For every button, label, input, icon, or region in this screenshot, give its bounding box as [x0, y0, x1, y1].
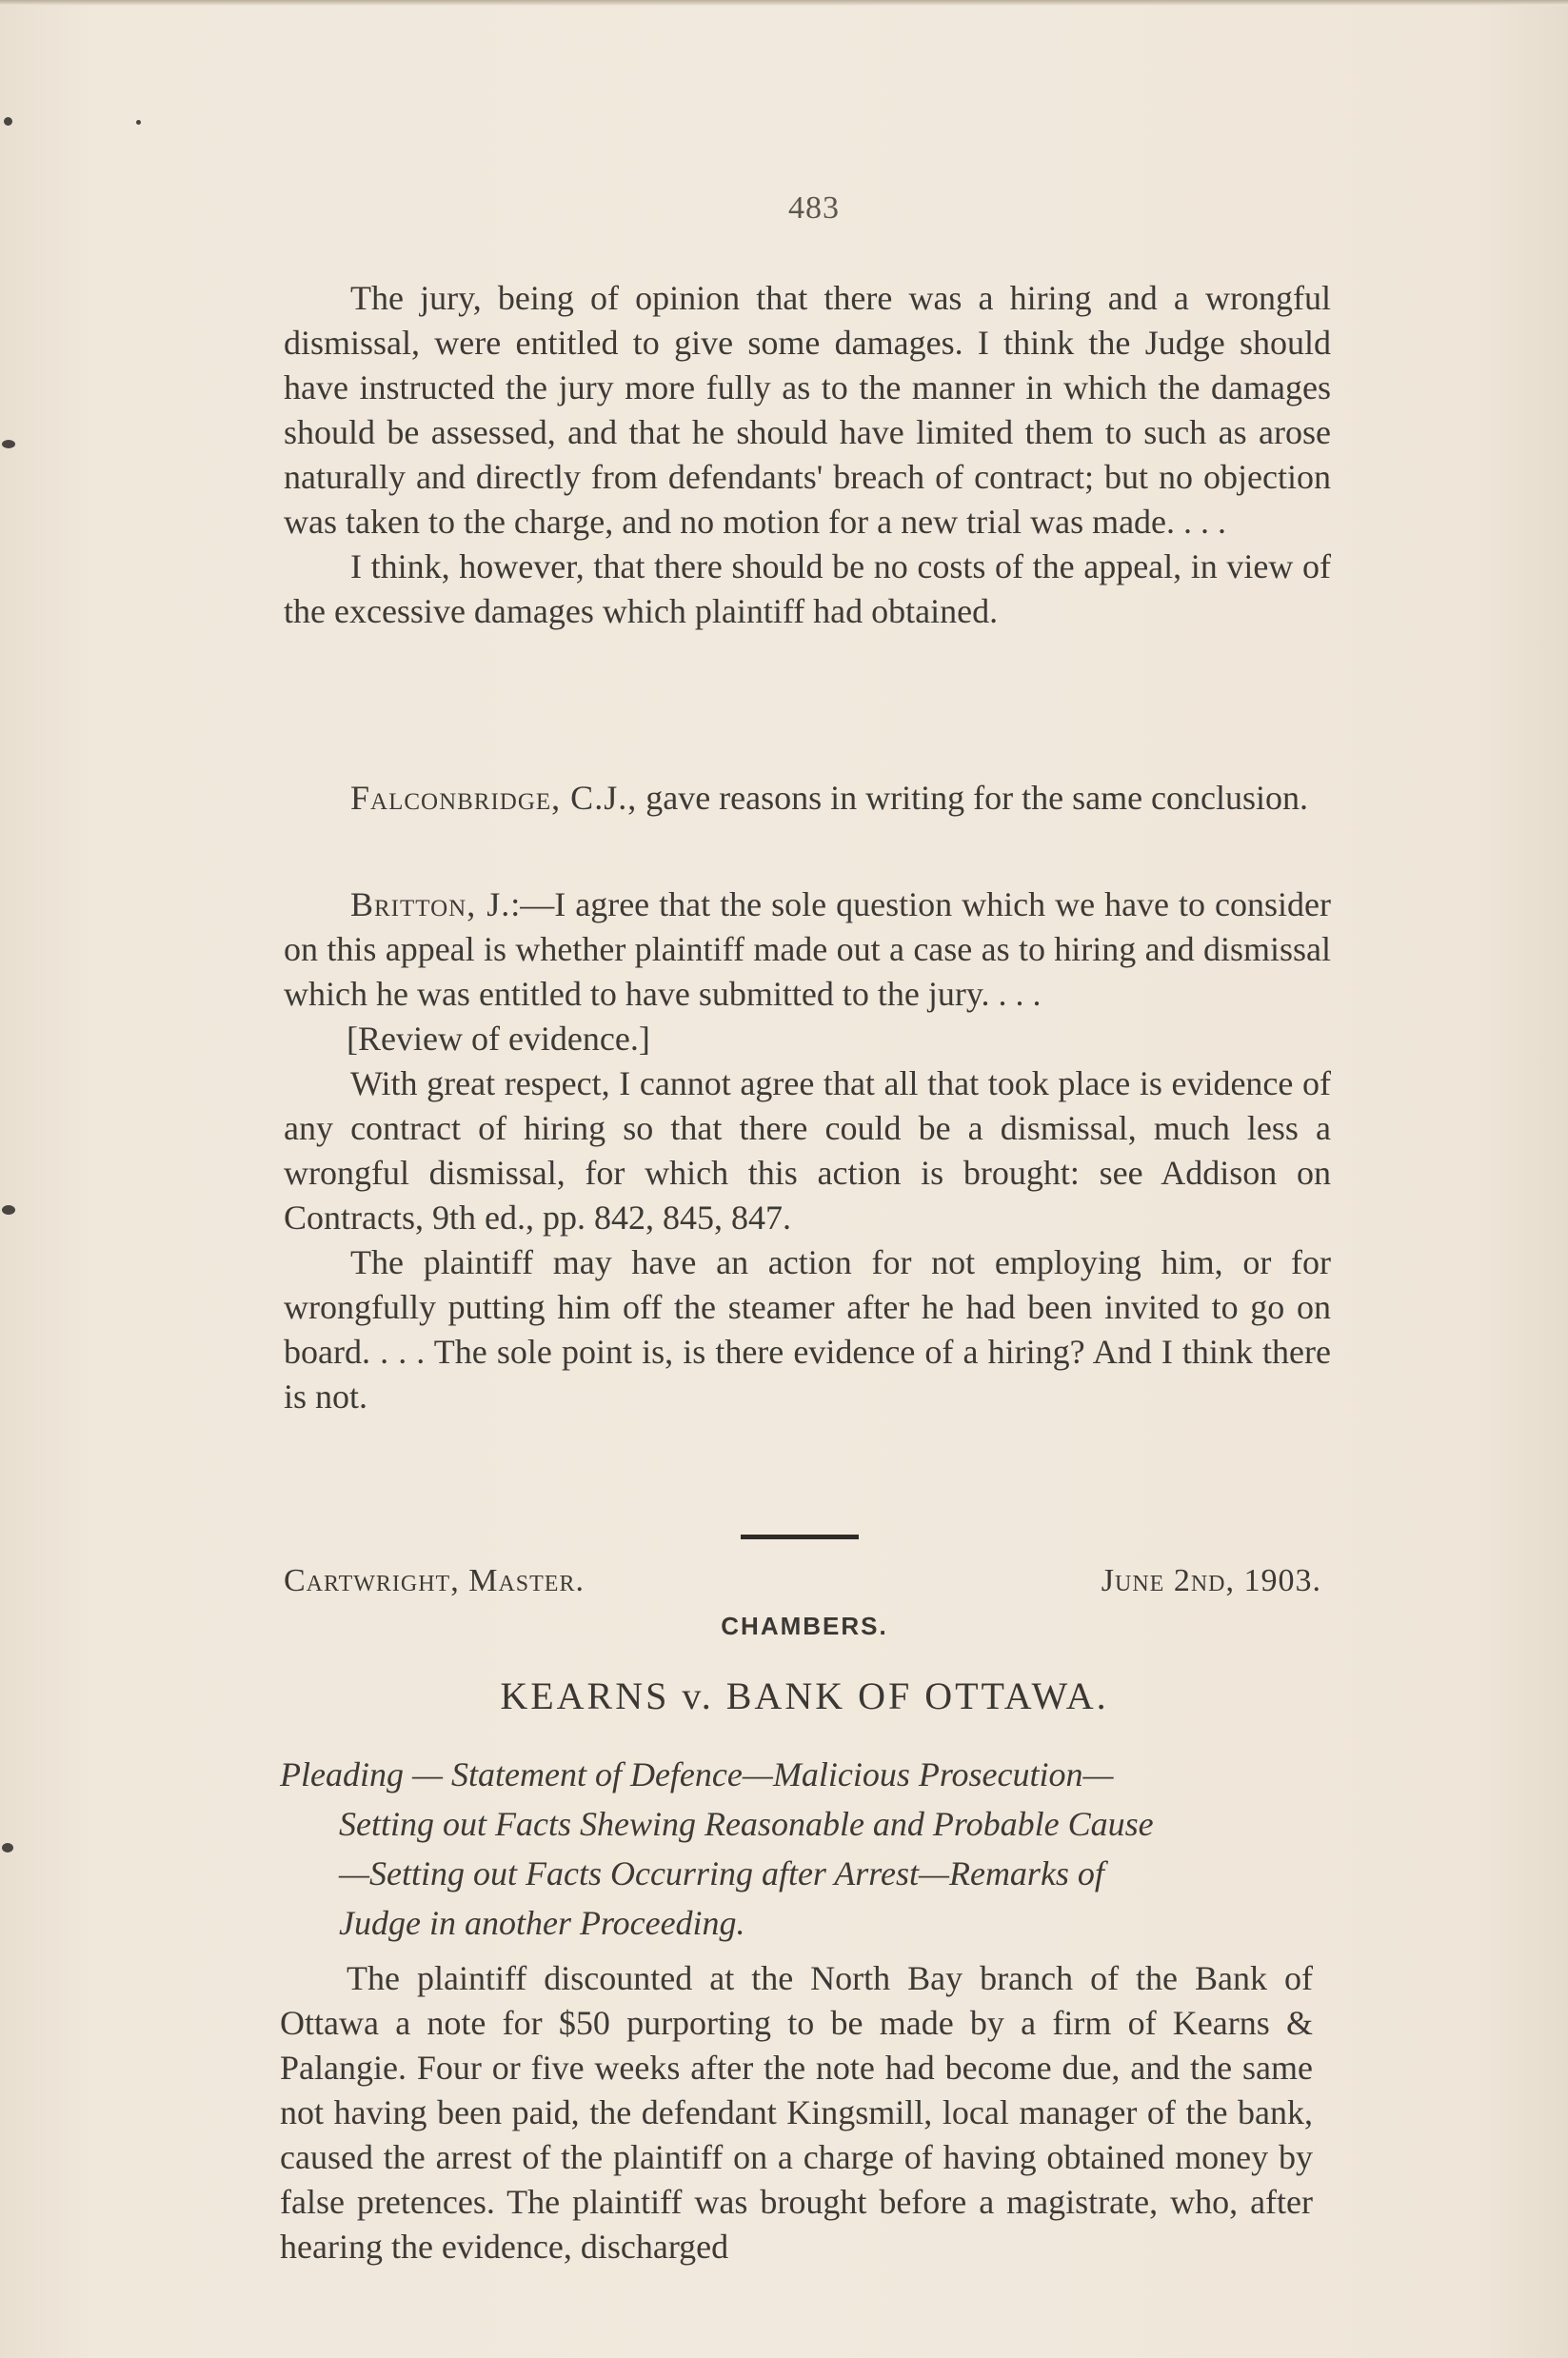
headnote-line: Judge in another Proceeding. [339, 1904, 745, 1942]
paragraph-falconbridge [284, 776, 1331, 821]
court-name: CHAMBERS. [721, 1612, 888, 1640]
headnote [280, 1750, 1318, 1948]
review-note: [Review of evidence.] [347, 1020, 650, 1058]
paragraph-facts: The plaintiff discounted at the North Bay branch of the Bank of Ottawa a note for $50 purporting to be made by a firm of Kearns & Palangie. Four or five weeks after the note had become due, and the same not having been paid, the defendant Kingsmill, local manager of the bank, caused the arrest of the plaintiff on a charge of having obtained money by false pretences. The plaintiff was brought before a magistrate, who, after hearing the evidence, discharged [280, 1959, 1313, 2266]
headnote-line: —Setting out Facts Occurring after Arrest—Remarks of [339, 1854, 1104, 1892]
judge-name-falconbridge: Falconbridge, C.J., [350, 779, 638, 817]
britton-text: :—I agree that the sole question which we have to consider on this appeal is whether plaintiff made out a case as to hiring and dismissal which he was entitled to have submitted to the jury. . . . [284, 885, 1331, 1013]
margin-mark [2, 1205, 15, 1215]
headnote-line: Setting out Facts Shewing Reasonable and Probable Cause [339, 1805, 1154, 1843]
falconbridge-opinion [284, 776, 1331, 821]
margin-mark [136, 120, 141, 125]
judge-name-britton: Britton, J. [350, 885, 511, 923]
opinion-text-top [284, 276, 1331, 634]
page-top-edge [0, 0, 1568, 6]
master-name: Cartwright, Master. [284, 1563, 585, 1598]
headnote-line: Pleading — Statement of Defence—Malicious Prosecution— [280, 1755, 1114, 1793]
section-divider [741, 1535, 859, 1539]
paragraph-costs: I think, however, that there should be no costs of the appeal, in view of the excessive damages which plaintiff had obtained. [284, 547, 1331, 630]
paragraph-evidence: With great respect, I cannot agree that all that took place is evidence of any contract of hiring so that there could be a dismissal, much less a wrongful dismissal, for which this action is brought: see Addison on Contracts, 9th ed., pp. 842, 845, 847. [284, 1064, 1331, 1237]
paragraph-plaintiff-action: The plaintiff may have an action for not employing him, or for wrongfully putting him off the steamer after he had been invited to go on board. . . . The sole point is, is there evidence of a hiring? And I think there is not. [284, 1243, 1331, 1416]
britton-opinion [284, 882, 1331, 1419]
margin-mark [2, 1843, 13, 1853]
margin-mark [4, 117, 12, 126]
paragraph-britton [284, 882, 1331, 1017]
facts-section [280, 1956, 1313, 2269]
case-title: KEARNS v. BANK OF OTTAWA. [500, 1674, 1109, 1717]
margin-mark [2, 440, 15, 448]
decision-date: June 2nd, 1903. [1101, 1563, 1321, 1598]
paragraph-jury-damages: The jury, being of opinion that there was a hiring and a wrongful dismissal, were entitled to give some damages. I think the Judge should have instructed the jury more fully as to the manner in which the damages should be assessed, and that he should have limited them to such as arose naturally and directly from defendants' breach of contract; but no objection was taken to the charge, and no motion for a new trial was made. . . . [284, 279, 1331, 541]
page-number: 483 [788, 190, 840, 226]
falconbridge-text: gave reasons in writing for the same conclusion. [637, 779, 1309, 817]
